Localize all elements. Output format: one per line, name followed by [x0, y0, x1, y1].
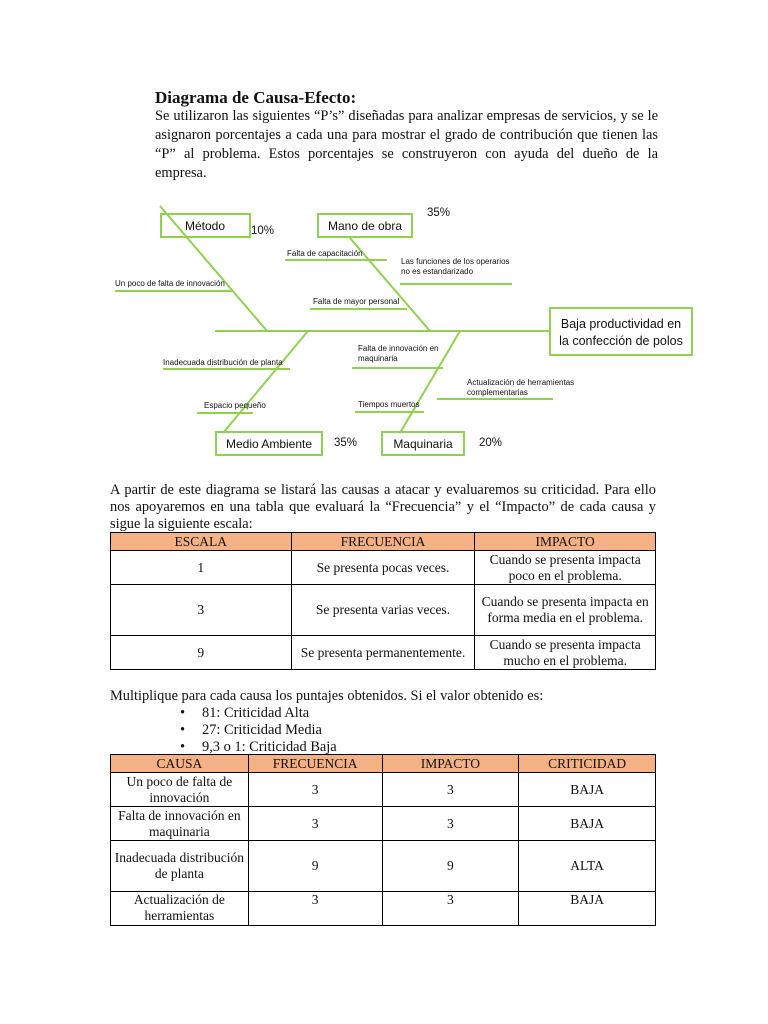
- col-impacto: IMPACTO: [382, 755, 519, 773]
- table-row: 3 Se presenta varias veces. Cuando se presenta impacta en forma media en el problema.: [111, 585, 656, 636]
- criticality-table: [110, 754, 656, 926]
- col-frecuencia: FRECUENCIA: [248, 755, 382, 773]
- table-row: Un poco de falta de innovación 3 3 BAJA: [111, 773, 656, 807]
- cause-tiempos: Tiempos muertos: [358, 400, 420, 409]
- label-maquinaria: Maquinaria: [393, 437, 453, 451]
- cause-personal: Falta de mayor personal: [313, 297, 400, 306]
- label-metodo: Método: [184, 219, 226, 233]
- col-escala: ESCALA: [111, 533, 292, 551]
- instruction-text: Multiplique para cada causa los puntajes obtenidos. Si el valor obtenido es:: [110, 688, 544, 704]
- intro-paragraph: Se utilizaron las siguientes “P’s” diseñadas para analizar empresas de servicios, y se le asignaron porcentajes a cada una para mostrar el grado de contribución que tienen las “P” al problema. Estos porcentajes se construyeron con ayuda del dueño de la empresa.: [155, 108, 658, 181]
- list-item: • 27: Criticidad Media: [180, 722, 337, 739]
- bone-medio-ambiente: [223, 331, 308, 433]
- effect-line-2: la confección de polos: [559, 334, 683, 348]
- pct-metodo: 10%: [251, 225, 275, 237]
- fishbone-diagram: [0, 195, 768, 470]
- cause-funciones-1: Las funciones de los operarios: [401, 257, 510, 266]
- cause-espacio: Espacio pequeño: [204, 401, 266, 410]
- col-frecuencia: FRECUENCIA: [291, 533, 475, 551]
- cause-actualizacion-2: complementarias: [467, 388, 528, 397]
- cause-innovacion: Un poco de falta de innovación: [115, 279, 225, 288]
- table-header-row: [111, 755, 656, 773]
- table-row: 1 Se presenta pocas veces. Cuando se presenta impacta poco en el problema.: [111, 551, 656, 585]
- cause-innov-maq-1: Falta de innovación en: [358, 344, 439, 353]
- cause-funciones-2: no es estandarizado: [401, 267, 474, 276]
- col-causa: CAUSA: [111, 755, 249, 773]
- table-row: Actualización de herramientas 3 3 BAJA: [111, 892, 656, 926]
- effect-line-1: Baja productividad en: [560, 317, 682, 331]
- cause-distribucion: Inadecuada distribución de planta: [163, 358, 283, 367]
- pct-maquinaria: 20%: [479, 437, 503, 449]
- cause-innov-maq-2: maquinaria: [358, 354, 398, 363]
- table-row: 9 Se presenta permanentemente. Cuando se presenta impacta mucho en el problema.: [111, 636, 656, 670]
- col-criticidad: CRITICIDAD: [519, 755, 656, 773]
- label-medio-ambiente: Medio Ambiente: [225, 437, 313, 451]
- label-mano-obra: Mano de obra: [327, 219, 403, 233]
- criticality-list: [180, 705, 337, 756]
- cause-actualizacion-1: Actualización de herramientas: [467, 378, 575, 387]
- list-item: • 9,3 o 1: Criticidad Baja: [180, 739, 337, 756]
- table-row: Falta de innovación en maquinaria 3 3 BAJA: [111, 807, 656, 841]
- cause-capacitacion: Falta de capacitación: [287, 249, 363, 258]
- list-item: • 81: Criticidad Alta: [180, 705, 337, 722]
- pct-mano-obra: 35%: [427, 207, 451, 219]
- section-title: Diagrama de Causa-Efecto:: [155, 88, 357, 107]
- table-intro-paragraph: A partir de este diagrama se listará las causas a atacar y evaluaremos su criticidad. Para ello nos apoyaremos en una tabla que evaluará la “Frecuencia” y el “Impacto” de cada causa y sigue la siguiente escala:: [110, 482, 656, 532]
- pct-medio-ambiente: 35%: [334, 437, 358, 449]
- col-impacto: IMPACTO: [475, 533, 656, 551]
- scale-table: [110, 532, 656, 670]
- table-header-row: [111, 533, 656, 551]
- table-row: Inadecuada distribución de planta 9 9 ALTA: [111, 841, 656, 892]
